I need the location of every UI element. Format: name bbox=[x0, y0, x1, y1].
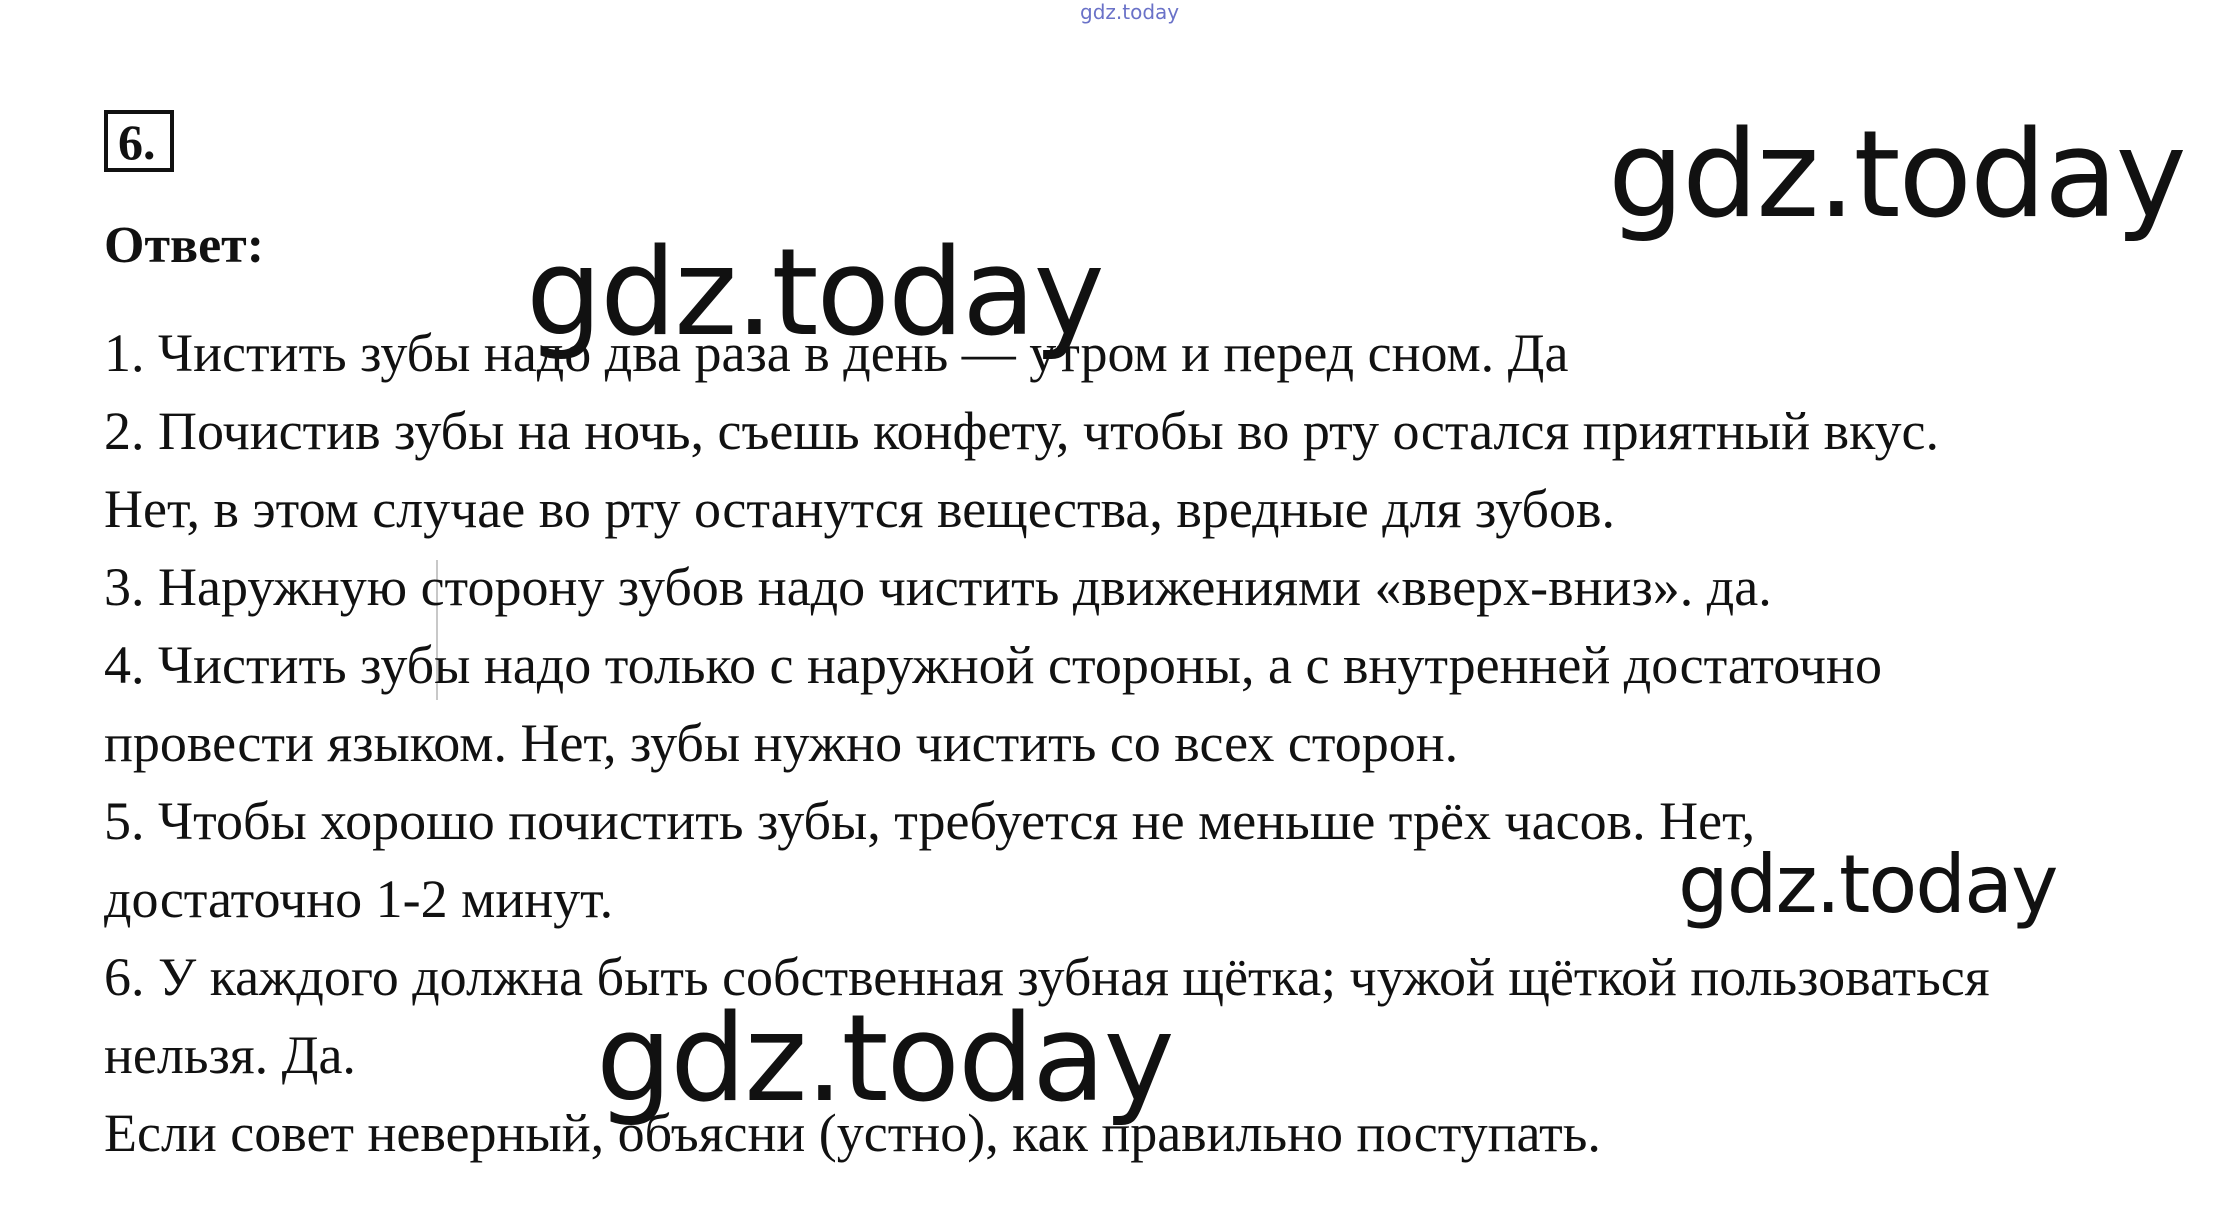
watermark-2: gdz.today bbox=[526, 224, 1103, 363]
answer-line-10: нельзя. Да. bbox=[104, 1025, 356, 1085]
task-number: 6. bbox=[104, 110, 174, 172]
watermark-3: gdz.today bbox=[1678, 838, 2057, 931]
watermark-4: gdz.today bbox=[596, 990, 1173, 1129]
watermark-1: gdz.today bbox=[1608, 106, 2185, 245]
answer-line-7: 5. Чтобы хорошо почистить зубы, требуется не меньше трёх часов. Нет, bbox=[104, 791, 1756, 851]
answer-line-6: провести языком. Нет, зубы нужно чистить со всех сторон. bbox=[104, 713, 1459, 773]
answer-line-11: Если совет неверный, объясни (устно), как правильно поступать. bbox=[104, 1103, 1601, 1163]
answer-line-1: 1. Чистить зубы надо два раза в день — утром и перед сном. Да bbox=[104, 323, 1569, 383]
answer-line-8: достаточно 1-2 минут. bbox=[104, 869, 614, 929]
answer-line-9: 6. У каждого должна быть собственная зубная щётка; чужой щёткой пользоваться bbox=[104, 947, 1990, 1007]
answer-line-4: 3. Наружную сторону зубов надо чистить движениями «вверх-вниз». да. bbox=[104, 557, 1772, 617]
answer-line-2: 2. Почистив зубы на ночь, съешь конфету, чтобы во рту остался приятный вкус. bbox=[104, 401, 1940, 461]
answer-label: Ответ: bbox=[104, 217, 265, 274]
answer-line-3: Нет, в этом случае во рту останутся вещества, вредные для зубов. bbox=[104, 479, 1615, 539]
answer-line-5: 4. Чистить зубы надо только с наружной стороны, а с внутренней достаточно bbox=[104, 635, 1882, 695]
watermark-small: gdz.today bbox=[1080, 0, 1180, 24]
